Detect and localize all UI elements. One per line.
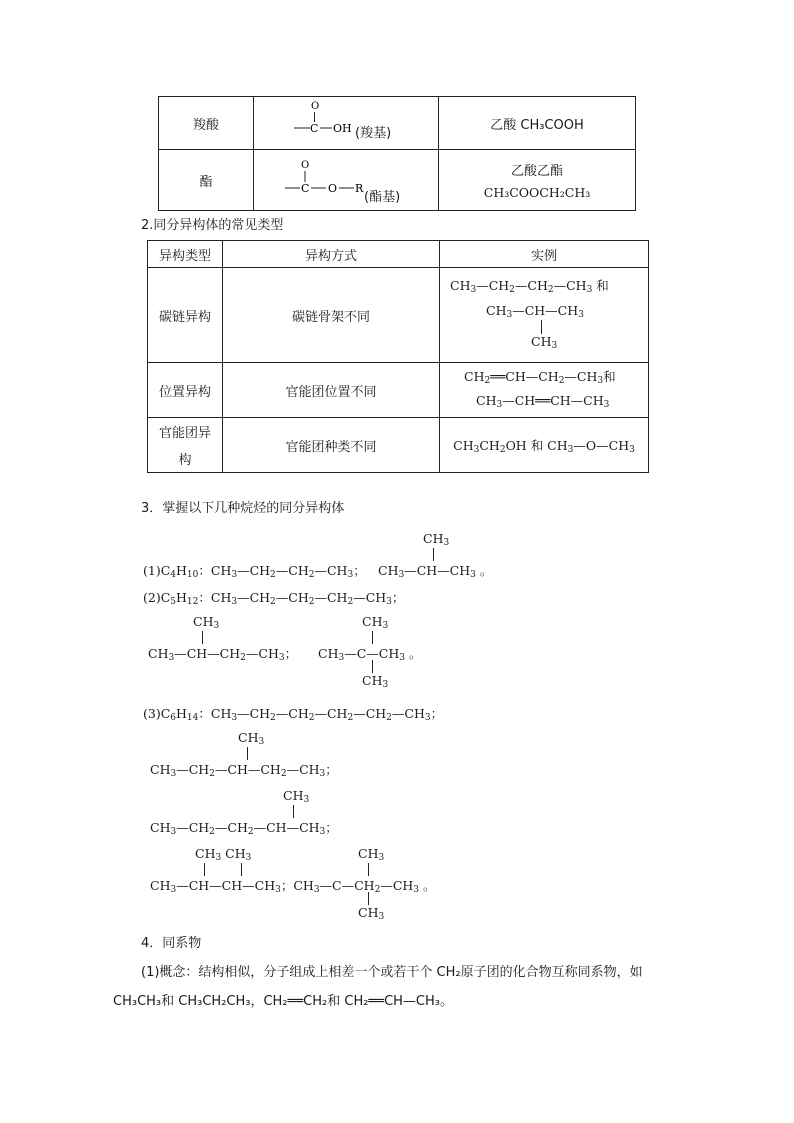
svg-text:O: O	[301, 160, 310, 171]
cell-name: 羧酸	[159, 97, 254, 150]
cell-example: $CH_3—CH_2—CH_2—CH_3$ 和 $CH_3—CH—CH_3$ $CH_3$	[440, 268, 649, 363]
cell-method: 官能团种类不同	[223, 418, 440, 473]
group-label: (羧基)	[355, 126, 392, 141]
svg-text:OH: OH	[333, 122, 352, 135]
section4-para-line1: (1)概念：结构相似，分子组成上相差一个或若干个 CH₂原子团的化合物互称同系物，如	[141, 965, 643, 980]
section2-heading: 2.同分异构体的常见类型	[141, 218, 284, 233]
c6h14-label: $(3)C_6H_{14}$：$CH_3—CH_2—CH_2—CH_2—CH_2—CH_3$；	[143, 706, 444, 723]
c4h10-label: $(1)C_4H_{10}$：$CH_3—CH_2—CH_2—CH_3$；	[143, 563, 366, 580]
svg-text:O: O	[328, 182, 338, 195]
svg-text:O: O	[311, 101, 320, 112]
cell-example: $CH_3CH_2OH$ 和 $CH_3—O—CH_3$	[440, 418, 649, 473]
svg-text:R: R	[355, 182, 364, 195]
carboxyl-structure	[254, 97, 438, 150]
cell-example: 乙酸乙酯 CH₃COOCH₂CH₃	[439, 150, 636, 211]
group-label: (酯基)	[364, 190, 401, 205]
svg-text:C: C	[301, 182, 310, 195]
c5h12-label: $(2)C_5H_{12}$：$CH_3—CH_2—CH_2—CH_2—CH_3$；	[143, 590, 405, 607]
cell-method: 官能团位置不同	[223, 363, 440, 418]
cell-method: 碳链骨架不同	[223, 268, 440, 363]
svg-text:C: C	[310, 122, 319, 135]
cell-group	[254, 97, 439, 150]
header-method: 异构方式	[223, 241, 440, 268]
isomer-types-table	[147, 240, 649, 473]
section3-heading: 3．掌握以下几种烷烃的同分异构体	[141, 501, 345, 516]
cell-type: 位置异构	[148, 363, 223, 418]
cell-example: $CH_2══CH—CH_2—CH_3$和 $CH_3—CH══CH—CH_3$	[440, 363, 649, 418]
header-type: 异构类型	[148, 241, 223, 268]
ester-structure	[254, 150, 438, 211]
cell-type: 官能团异 构	[148, 418, 223, 473]
functional-group-table	[158, 96, 636, 211]
header-example: 实例	[440, 241, 649, 268]
section4-heading: 4．同系物	[141, 936, 202, 951]
cell-name: 酯	[159, 150, 254, 211]
cell-type: 碳链异构	[148, 268, 223, 363]
cell-example: 乙酸 CH₃COOH	[439, 97, 636, 150]
section4-para-line2: CH₃CH₃和 CH₃CH₂CH₃，CH₂══CH₂和 CH₂══CH—CH₃。	[113, 994, 453, 1009]
cell-group	[254, 150, 439, 211]
